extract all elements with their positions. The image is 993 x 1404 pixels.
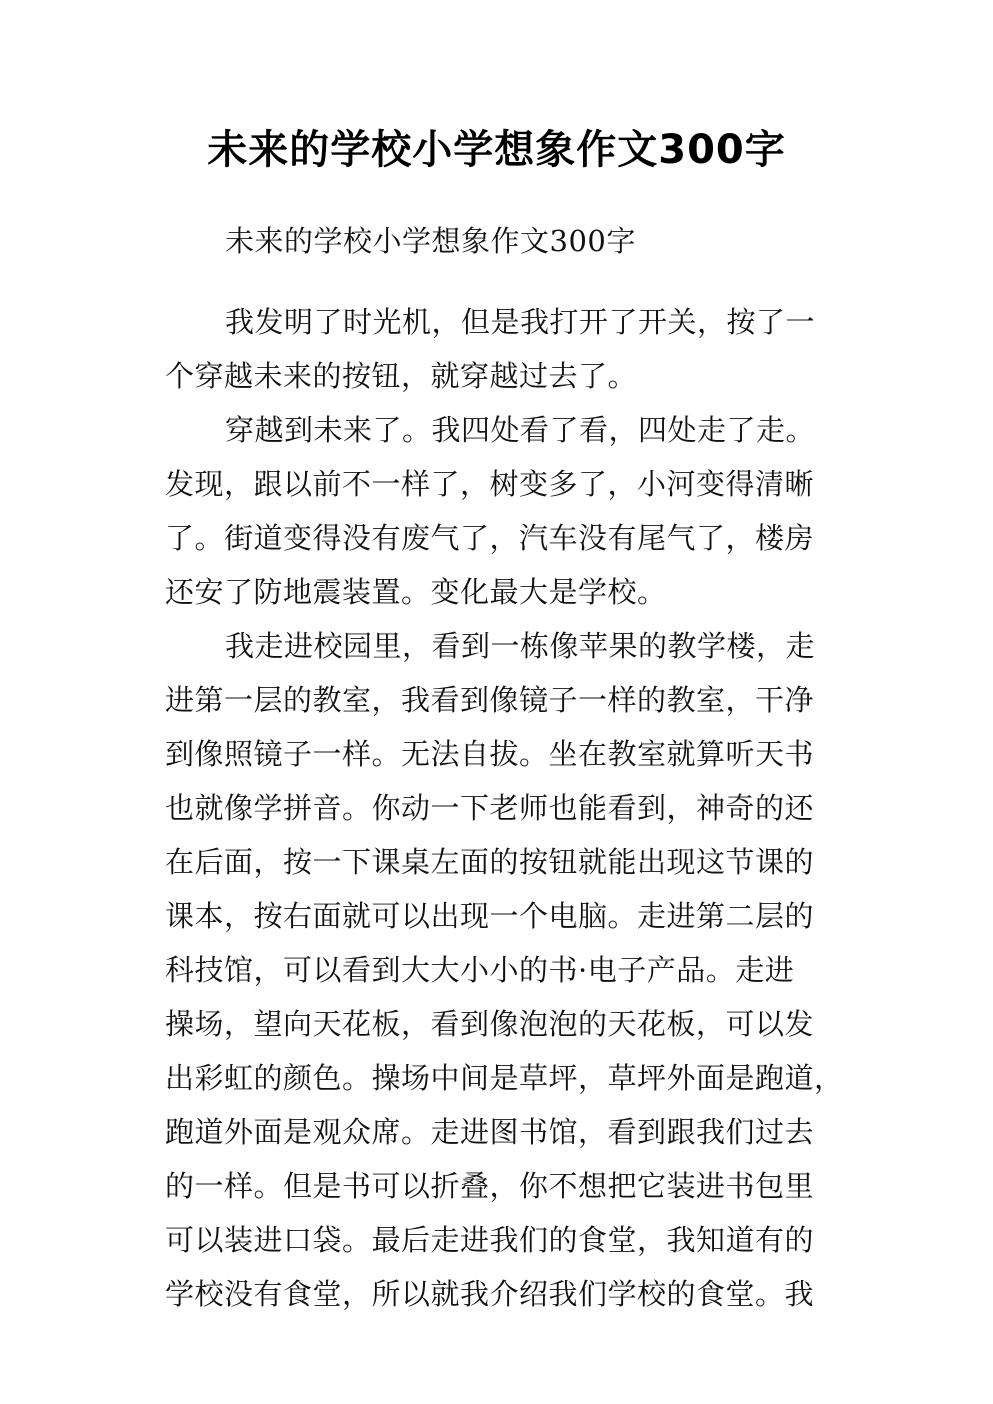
body-line: 发现，跟以前不一样了，树变多了，小河变得清晰	[165, 467, 815, 501]
document-title: 未来的学校小学想象作文300字	[207, 127, 786, 173]
body-line: 科技馆，可以看到大大小小的书·电子产品。走进	[165, 953, 795, 987]
body-line: 我发明了时光机，但是我打开了开关，按了一	[225, 305, 816, 339]
body-line: 我走进校园里，看到一栋像苹果的教学楼，走	[225, 629, 816, 663]
body-line: 也就像学拼音。你动一下老师也能看到，神奇的还	[165, 791, 815, 825]
body-line: 个穿越未来的按钮，就穿越过去了。	[165, 359, 638, 393]
body-line: 操场，望向天花板，看到像泡泡的天花板，可以发	[165, 1007, 815, 1041]
body-line: 到像照镜子一样。无法自拔。坐在教室就算听天书	[165, 737, 815, 771]
body-line: 穿越到未来了。我四处看了看，四处走了走。	[225, 413, 816, 447]
body-line: 出彩虹的颜色。操场中间是草坪，草坪外面是跑道，	[165, 1061, 844, 1095]
body-line: 了。街道变得没有废气了，汽车没有尾气了，楼房	[165, 521, 815, 555]
body-line: 可以装进口袋。最后走进我们的食堂，我知道有的	[165, 1223, 815, 1257]
body-line: 进第一层的教室，我看到像镜子一样的教室，干净	[165, 683, 815, 717]
body-line: 跑道外面是观众席。走进图书馆，看到跟我们过去	[165, 1115, 815, 1149]
body-line: 的一样。但是书可以折叠，你不想把它装进书包里	[165, 1169, 815, 1203]
body-line-subtitle: 未来的学校小学想象作文300字	[225, 224, 636, 258]
body-line: 还安了防地震装置。变化最大是学校。	[165, 575, 667, 609]
body-line: 学校没有食堂，所以就我介绍我们学校的食堂。我	[165, 1277, 815, 1311]
body-line: 在后面，按一下课桌左面的按钮就能出现这节课的	[165, 845, 815, 879]
body-line: 课本，按右面就可以出现一个电脑。走进第二层的	[165, 899, 815, 933]
